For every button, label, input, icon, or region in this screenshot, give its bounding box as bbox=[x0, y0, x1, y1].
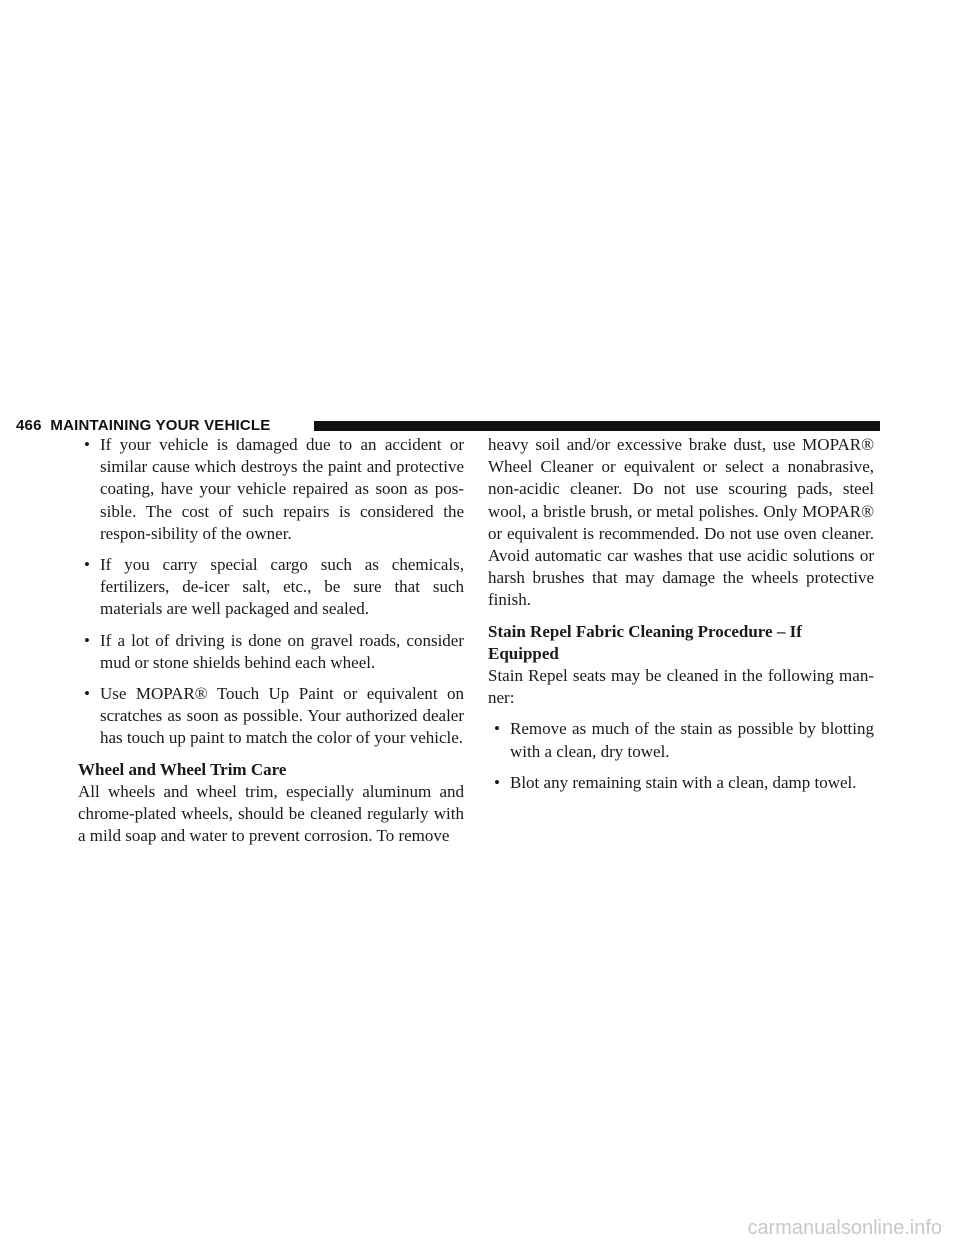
page-number: 466 bbox=[16, 417, 42, 434]
bullet-dot: • bbox=[84, 555, 90, 575]
bullet-text: Remove as much of the stain as possible by blotting with a clean, dry towel. bbox=[510, 719, 874, 761]
bullet-item bbox=[78, 683, 464, 750]
bullet-item bbox=[78, 434, 464, 545]
intro-paragraph: Stain Repel seats may be cleaned in the following man-ner: bbox=[488, 666, 874, 708]
bullet-dot: • bbox=[84, 630, 90, 650]
bullet-dot: • bbox=[84, 684, 90, 704]
body-paragraph: All wheels and wheel trim, especially aluminum and chrome-plated wheels, should be cleaned regularly with a mild soap and water to prevent corrosion. To remove bbox=[78, 781, 464, 846]
section-title: MAINTAINING YOUR VEHICLE bbox=[50, 417, 271, 434]
bullet-dot: • bbox=[84, 435, 90, 454]
bullet-item bbox=[78, 554, 464, 621]
bullet-item bbox=[78, 630, 464, 674]
section-heading: Stain Repel Fabric Cleaning Procedure – If Equipped bbox=[488, 621, 802, 663]
body-paragraph: heavy soil and/or excessive brake dust, use MOPAR® Wheel Cleaner or equivalent or select a nonabrasive, non-acidic cleaner. Do not use scouring pads, steel wool, a bristle brush, or metal polishes. Only MOPAR® or equivalent is recommended. Do not use oven cleaner. Avoid automatic car washes that use acidic solutions or harsh brushes that may damage the wheels protective finish. bbox=[488, 435, 874, 610]
bullet-item bbox=[488, 718, 874, 762]
right-column bbox=[488, 434, 874, 803]
bullet-text: If a lot of driving is done on gravel roads, consider mud or stone shields behind each wheel. bbox=[100, 630, 464, 672]
section-heading: Wheel and Wheel Trim Care bbox=[78, 759, 287, 779]
bullet-text: If your vehicle is damaged due to an accident or similar cause which destroys the paint and protective coating, have your vehicle repaired as soon as pos-sible. The cost of such repairs is considered the respon-sibility of the owner. bbox=[100, 435, 464, 543]
bullet-dot: • bbox=[494, 719, 500, 739]
header-rule-bar bbox=[314, 421, 880, 431]
bullet-text: Blot any remaining stain with a clean, damp towel. bbox=[510, 772, 857, 792]
bullet-text: Use MOPAR® Touch Up Paint or equivalent on scratches as soon as possible. Your authorized dealer has touch up paint to match the color of your vehicle. bbox=[100, 684, 464, 748]
bullet-item bbox=[488, 772, 874, 794]
bullet-dot: • bbox=[494, 772, 500, 792]
left-column bbox=[78, 434, 464, 847]
watermark-link[interactable]: carmanualsonline.info bbox=[747, 1217, 942, 1239]
bullet-text: If you carry special cargo such as chemicals, fertilizers, de-icer salt, etc., be sure that such materials are well packaged and sealed. bbox=[100, 555, 464, 619]
page-header bbox=[16, 416, 866, 436]
page-header-text bbox=[16, 416, 270, 436]
